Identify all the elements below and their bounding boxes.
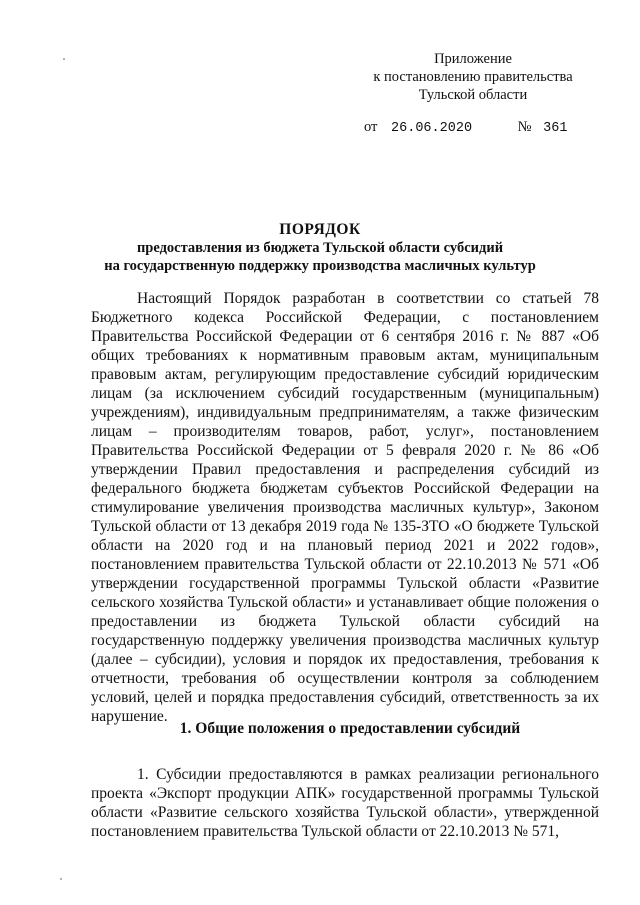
decree-number: 361 [543,121,568,136]
number-sign: № [517,119,532,135]
date-prefix: от [364,119,378,135]
document-subtitle [60,239,580,275]
subtitle-line: на государственную поддержку производства масличных культур [104,258,536,274]
appendix-block [358,50,588,104]
decree-date: 26.06.2020 [391,121,473,136]
subtitle-line: предоставления из бюджета Тульской области субсидий [136,240,504,256]
section-heading: 1. Общие положения о предоставлении субсидий [179,720,521,737]
section-paragraph: 1. Субсидии предоставляются в рамках реализации регионального проекта «Экспорт продукции АПК» государственной программы Тульской области «Развитие сельского хозяйства Тульской области», утвержденной постановлением правительства Тульской области от 22.10.2013 № 571, [91,766,599,840]
scan-speck [60,878,62,880]
appendix-line: к постановлению правительства [373,69,573,85]
decree-date-number [364,118,604,138]
intro-paragraph: Настоящий Порядок разработан в соответствии со статьей 78 Бюджетного кодекса Российской Федерации, с постановлением Правительства Российской Федерации от 6 сентября 2016 г. № 887 «Об общих требованиях к нормативным правовым актам, муниципальным правовым актам, регулирующим предоставление субсидий юридическим лицам (за исключением субсидий государственным (муниципальным) учреждениям), индивидуальным предпринимателям, а также физическим лицам – производителям товаров, работ, услуг», постановлением Правительства Российской Федерации от 5 февраля 2020 г. № 86 «Об утверждении Правил предоставления и распределения субсидий из федерального бюджета бюджетам субъектов Российской Федерации на стимулирование увеличения производства масличных культур», Законом Тульской области от 13 декабря 2019 года № 135-ЗТО «О бюджете Тульской области на 2020 год и на плановый период 2021 и 2022 годов», постановлением правительства Тульской области от 22.10.2013 № 571 «Об утверждении государственной программы Тульской области «Развитие сельского хозяйства Тульской области» и устанавливает общие положения о предоставлении из бюджета Тульской области субсидий на государственную поддержку увеличения производства масличных культур (далее – субсидии), условия и порядок их предоставления, требования к отчетности, требования об осуществлении контроля за соблюдением условий, целей и порядка предоставления субсидий, ответственность за их нарушение. [91,290,599,725]
appendix-line: Приложение [434,51,512,67]
document-title: ПОРЯДОК [279,221,361,238]
appendix-line: Тульской области [418,87,528,103]
scan-speck [63,58,65,60]
